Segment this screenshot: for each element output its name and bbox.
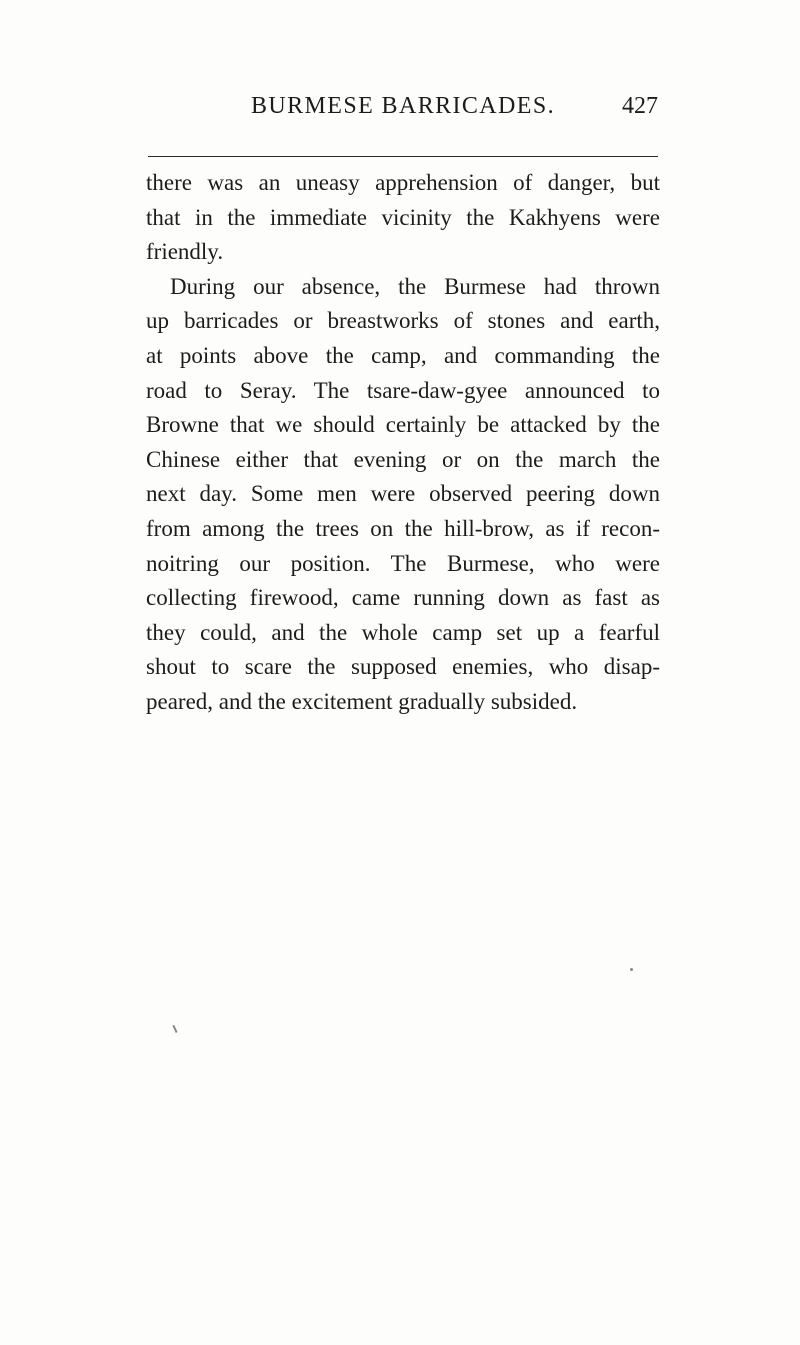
paragraph-1 [146,166,660,270]
text-line: they could, and the whole camp set up a fearful [146,619,660,645]
page-number: 427 [622,93,658,119]
text-line: road to Seray. The tsare-daw-gyee announced to [146,377,660,403]
text-line: friendly. [146,239,224,265]
body-text [146,166,660,720]
paragraph-2 [146,270,660,720]
text-line: peared, and the excitement gradually subsided. [146,688,578,714]
running-head [148,89,658,129]
text-line: shout to scare the supposed enemies, who disap- [146,654,660,680]
text-line: Browne that we should certainly be attacked by the [146,412,660,438]
text-line: During our absence, the Burmese had thrown [170,273,660,299]
paper-speck [172,1025,177,1033]
paper-speck [630,968,633,971]
header-rule [148,156,658,157]
text-line: collecting firewood, came running down as fast as [146,585,660,611]
text-line: next day. Some men were observed peering down [146,481,660,507]
text-line: at points above the camp, and commanding the [146,342,660,368]
text-line: Chinese either that evening or on the march the [146,446,660,472]
running-title: BURMESE BARRICADES. [251,93,555,119]
text-line: there was an uneasy apprehension of danger, but [146,170,660,195]
text-line: that in the immediate vicinity the Kakhyens were [146,204,660,230]
text-line: from among the trees on the hill-brow, as if recon- [146,515,660,541]
text-line: noitring our position. The Burmese, who were [146,550,660,576]
text-line: up barricades or breastworks of stones and earth, [146,308,660,334]
